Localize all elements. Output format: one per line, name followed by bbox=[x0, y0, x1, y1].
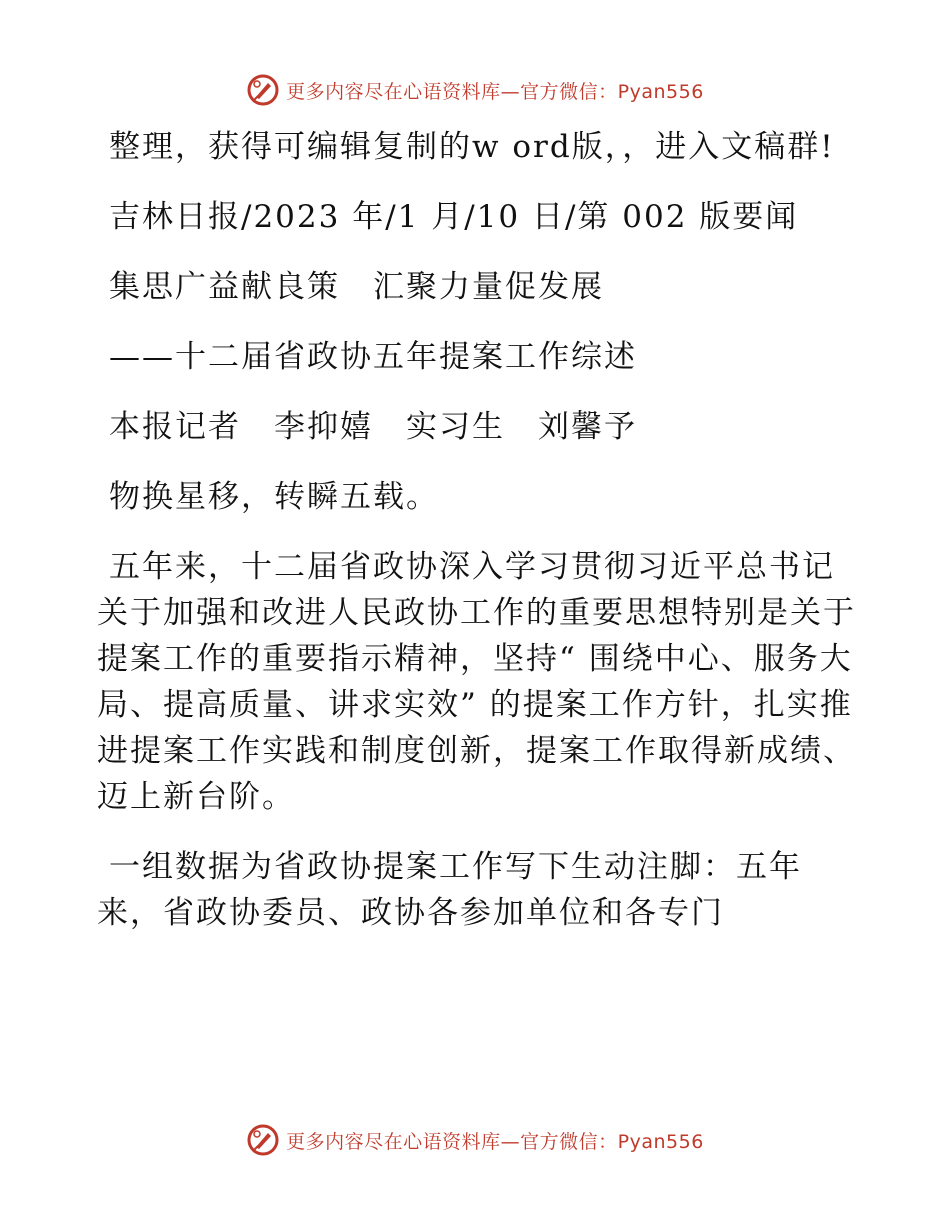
paragraph-source: 吉林日报/2023 年/1 月/10 日/第 002 版要闻 bbox=[109, 199, 799, 235]
paragraph-intro: 整理，获得可编辑复制的w ord版，，进入文稿群! bbox=[109, 129, 835, 165]
header-watermark bbox=[0, 70, 950, 110]
article-byline: 本报记者 李抑嬉 实习生 刘馨予 bbox=[109, 409, 637, 445]
watermark-text: 更多内容尽在心语资料库—官方微信：Pyan556 bbox=[286, 80, 704, 103]
paragraph-opening: 物换星移，转瞬五载。 bbox=[109, 479, 439, 515]
paragraph-body-1: 五年来，十二届省政协深入学习贯彻习近平总书记关于加强和改进人民政协工作的重要思想特别是关于提案工作的重要指示精神，坚持“ 围绕中心、服务大局、提高质量、讲求实效” 的提案工作方针，扎实推进提案工作实践和制度创新，提案工作取得新成绩、迈上新台阶。 bbox=[97, 549, 856, 815]
document-body bbox=[97, 124, 857, 936]
paragraph-body-2: 一组数据为省政协提案工作写下生动注脚：五年来，省政协委员、政协各参加单位和各专门 bbox=[97, 849, 802, 931]
quill-logo-icon bbox=[246, 1123, 280, 1157]
watermark-text: 更多内容尽在心语资料库—官方微信：Pyan556 bbox=[286, 1130, 704, 1153]
footer-watermark bbox=[0, 1120, 950, 1160]
quill-logo-icon bbox=[246, 73, 280, 107]
article-subtitle: ——十二届省政协五年提案工作综述 bbox=[109, 339, 637, 375]
article-title: 集思广益献良策 汇聚力量促发展 bbox=[109, 269, 604, 305]
